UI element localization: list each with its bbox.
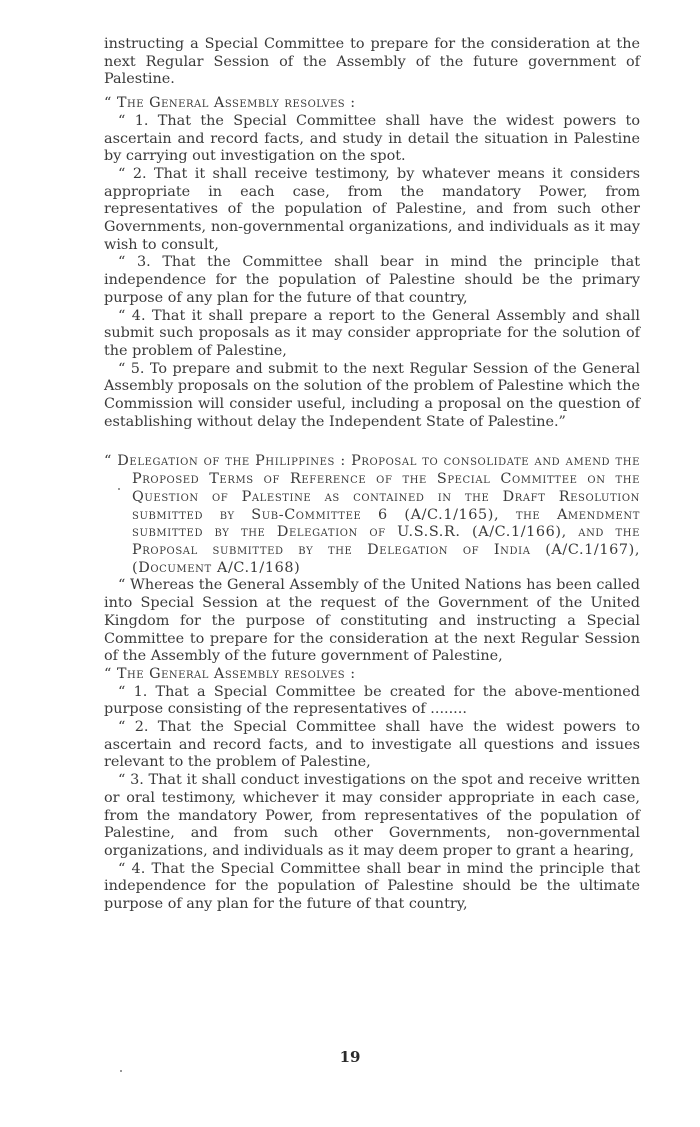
philippines-proposal-heading: “ Delegation of the Philippines : Proposal to consolidate and amend the Proposed Terms of Reference of the Special Committee on the Question of Palestine as contained in the Draft Resolution submitted by Sub-Committee 6 (A/C.1/165), the Amendment submitted by the Delegation of U.S.S.R. (A/C.1/166), and the Proposal submitted by the Delegation of India (A/C.1/167), (Document A/C.1/168) <box>104 453 640 576</box>
proposal-clause-1: “ 1. That a Special Committee be created for the above-mentioned purpose consisting of the representatives of ........ <box>104 683 640 718</box>
resolution-clause-3: “ 3. That the Committee shall bear in mind the principle that independence for the population of Palestine should be the primary purpose of any plan for the future of that country, <box>104 254 640 306</box>
proposal-clause-4: “ 4. That the Special Committee shall bear in mind the principle that independence for the population of Palestine should be the ultimate purpose of any plan for the future of that country, <box>104 860 640 913</box>
proposal-clause-2: “ 2. That the Special Committee shall have the widest powers to ascertain and record facts, and to investigate all questions and issues relevant to the problem of Palestine, <box>104 719 640 771</box>
resolution-clause-5: “ 5. To prepare and submit to the next Regular Session of the General Assembly proposals on the solution of the problem of Palestine which the Commission will consider useful, including a proposal on the question of establishing without delay the Independent State of Palestine.” <box>104 360 640 430</box>
page-number: 19 <box>339 1048 361 1066</box>
print-speck <box>118 488 120 490</box>
resolution-clause-4: “ 4. That it shall prepare a report to the General Assembly and shall submit such proposals as it may consider appropriate for the solution of the problem of Palestine, <box>104 307 640 359</box>
paragraph-continuation: instructing a Special Committee to prepare for the consideration at the next Regular Session of the Assembly of the future government of Palestine. <box>104 36 640 88</box>
document-body <box>104 36 640 914</box>
resolution-clause-2: “ 2. That it shall receive testimony, by whatever means it considers appropriate in each case, from the mandatory Power, from representatives of the population of Palestine, and from such other Governments, non-governmental organizations, and individuals as it may wish to consult, <box>104 165 640 253</box>
resolution-clause-1: “ 1. That the Special Committee shall have the widest powers to ascertain and record facts, and study in detail the situation in Palestine by carrying out investigation on the spot. <box>104 112 640 165</box>
print-speck <box>120 1070 122 1072</box>
resolves-heading-2: “ The General Assembly resolves : <box>104 665 356 682</box>
whereas-clause: “ Whereas the General Assembly of the United Nations has been called into Special Session at the request of the Government of the United Kingdom for the purpose of constituting and instructing a Special Committee to prepare for the consideration at the next Regular Session of the Assembly of the future government of Palestine, <box>104 577 640 665</box>
proposal-clause-3: “ 3. That it shall conduct investigations on the spot and receive written or oral testimony, whichever it may consider appropriate in each case, from the mandatory Power, from representatives of the population of Palestine, and from such other Governments, non-governmental organizations, and individuals as it may deem proper to grant a hearing, <box>104 772 640 859</box>
resolves-heading-1: “ The General Assembly resolves : <box>104 95 356 112</box>
